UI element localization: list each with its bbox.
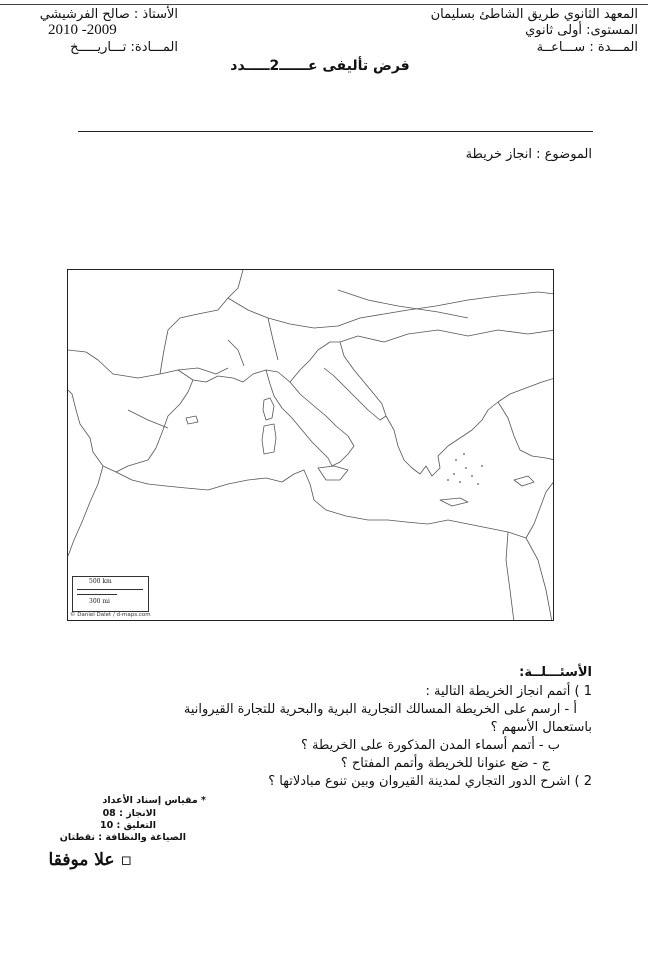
scale-km: 500 km [89, 578, 112, 585]
scale-mi: 300 mi [89, 598, 110, 605]
question-2: 2 ) اشرح الدور التجاري لمدينة القيروان وبين تنوع مبادلاتها ؟ [268, 774, 592, 789]
italy-coast [266, 370, 354, 466]
grading-title: * مقياس إسناد الأعداد [102, 795, 206, 806]
alpine-border [228, 292, 554, 328]
question-1: 1 ) أتمم انجاز الخريطة التالية : [425, 684, 592, 699]
separator-line [78, 131, 593, 132]
balearic-island [186, 416, 198, 424]
sicily-island [318, 466, 348, 480]
north-africa-coast [116, 470, 552, 621]
question-1a: أ - ارسم على الخريطة المسالك التجارية البرية والبحرية للتجارة القيروانية [183, 702, 577, 717]
question-1a-continued: باستعمال الأسهم ؟ [490, 720, 592, 735]
mediterranean-outline-map [67, 269, 554, 621]
questions-heading: الأسئـــلــة: [519, 665, 592, 680]
scale-bar-km [77, 589, 143, 590]
exam-title: فرض تأليفى عــــــ2ـــــدد [230, 58, 410, 74]
cyprus-island [514, 476, 534, 486]
school-year: 2010 -2009 [48, 22, 117, 38]
scale-bar-mi [77, 594, 117, 595]
subject-label: المـــادة: تـــاريـــــخ [70, 40, 178, 55]
france-coast [160, 270, 243, 374]
rhone-river [228, 340, 244, 366]
map-credit: © Daniel Dalet / d-maps.com [70, 612, 151, 618]
question-1c: ج - ضع عنوانا للخريطة وأتمم المفتاح ؟ [340, 756, 550, 771]
levant-coast [526, 480, 554, 538]
corsica-island [263, 398, 274, 420]
balkan-border [340, 330, 554, 342]
greece-coast [386, 402, 498, 476]
grading-commentary: التعليق : 10 [99, 820, 156, 831]
crete-island [440, 498, 468, 506]
map-scale [72, 576, 149, 612]
black-sea-coast [498, 378, 554, 402]
duration-label: المـــدة : ســـاعــة [536, 40, 638, 55]
teacher-name: الأستاذ : صالح الفرشيشي [39, 7, 178, 22]
topic-label: الموضوع : انجاز خريطة [465, 147, 592, 162]
gulf-of-lion [193, 370, 266, 382]
anatolia-coast [498, 402, 554, 460]
nile-river [506, 532, 514, 621]
morocco-coast [68, 466, 103, 556]
ebro-river [128, 410, 168, 428]
adriatic-coast [290, 342, 386, 420]
top-border-line [0, 4, 648, 5]
sardinia-island [262, 424, 276, 454]
grading-presentation: الصياغة والنظافة : نقطتان [59, 832, 186, 843]
level-label: المستوى: أولى ثانوي [525, 23, 638, 38]
map-svg [68, 270, 554, 621]
pyrenees-border [178, 368, 228, 374]
school-name: المعهد الثانوي طريق الشاطئ بسليمان [430, 7, 638, 22]
closing-wish: ▫ علا موفقا [48, 850, 132, 870]
grading-achievement: الانجاز : 08 [102, 808, 156, 819]
question-1b: ب - أتمم أسماء المدن المذكورة على الخريطة ؟ [300, 738, 560, 753]
italy-france-border [268, 318, 278, 360]
